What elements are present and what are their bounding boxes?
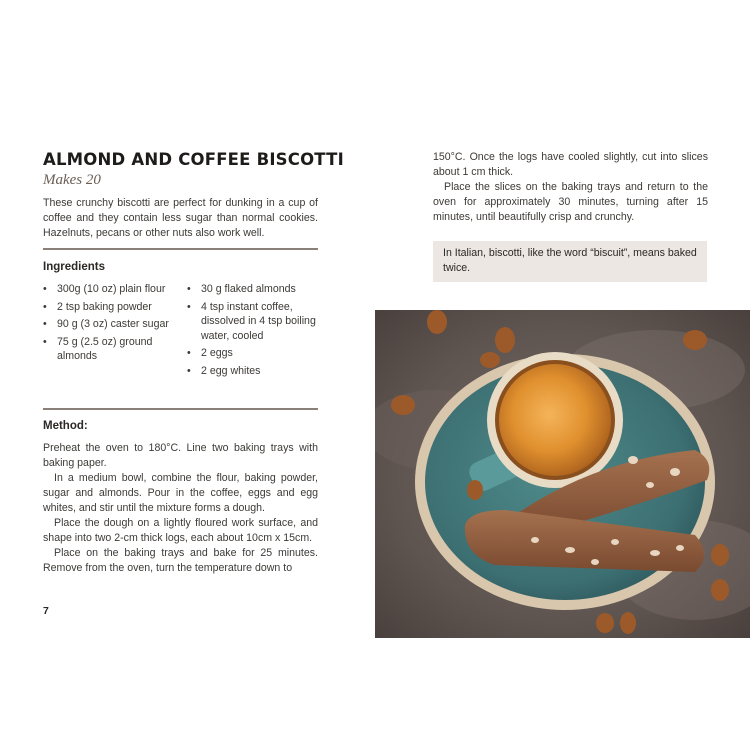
ingredient-item: • 30 g flaked almonds — [187, 283, 296, 295]
page-number: 7 — [43, 605, 49, 617]
divider — [43, 248, 318, 250]
method-continued — [433, 150, 708, 225]
biscotti-coffee-photo — [375, 310, 750, 638]
method-heading: Method: — [43, 420, 88, 432]
bullet-icon: • — [43, 318, 47, 330]
recipe-header — [43, 150, 344, 241]
bullet-icon: • — [43, 335, 47, 348]
method-step: Place the slices on the baking trays and return to the oven for approximately 30 minutes, turning after 15 minutes, until beautifully crisp and crunchy. — [433, 181, 708, 223]
bullet-icon: • — [43, 300, 47, 313]
method-steps — [43, 441, 318, 576]
method-step: 150°C. Once the logs have cooled slightly, cut into slices about 1 cm thick. — [433, 151, 708, 178]
divider — [43, 408, 318, 410]
recipe-title: ALMOND AND COFFEE BISCOTTI — [43, 150, 344, 169]
method-step: In a medium bowl, combine the flour, baking powder, sugar and almonds. Pour in the coffee, eggs and egg whites, and stir until the mixture forms a dough. — [43, 472, 318, 514]
ingredients-heading: Ingredients — [43, 261, 105, 273]
bullet-icon: • — [187, 300, 191, 313]
method-step: Place the dough on a lightly floured work surface, and shape into two 2-cm thick logs, each about 10cm x 15cm. — [43, 517, 318, 544]
bullet-icon: • — [187, 283, 191, 295]
recipe-yield: Makes 20 — [43, 172, 101, 188]
ingredient-item: • 2 egg whites — [187, 364, 261, 377]
ingredients-list-column-2 — [187, 282, 322, 381]
method-step: Place on the baking trays and bake for 25 minutes. Remove from the oven, turn the temperature down to — [43, 547, 318, 574]
recipe-intro: These crunchy biscotti are perfect for dunking in a cup of coffee and they contain less sugar than normal cookies. Hazelnuts, pecans or other nuts also work well. — [43, 197, 318, 239]
bullet-icon: • — [43, 283, 47, 295]
tip-callout: In Italian, biscotti, like the word “biscuit”, means baked twice. — [433, 241, 707, 282]
ingredient-item: • 75 g (2.5 oz) ground almonds — [43, 335, 153, 362]
ingredients-list-column-1 — [43, 282, 183, 367]
ingredient-item: • 4 tsp instant coffee, dissolved in 4 tsp boiling water, cooled — [187, 300, 316, 342]
bullet-icon: • — [187, 347, 191, 359]
ingredient-item: • 2 eggs — [187, 347, 233, 359]
ingredient-item: • 2 tsp baking powder — [43, 300, 152, 313]
method-step: Preheat the oven to 180°C. Line two baking trays with baking paper. — [43, 442, 318, 469]
ingredient-item: • 300g (10 oz) plain flour — [43, 283, 166, 295]
ingredient-item: • 90 g (3 oz) caster sugar — [43, 318, 169, 330]
bullet-icon: • — [187, 364, 191, 377]
